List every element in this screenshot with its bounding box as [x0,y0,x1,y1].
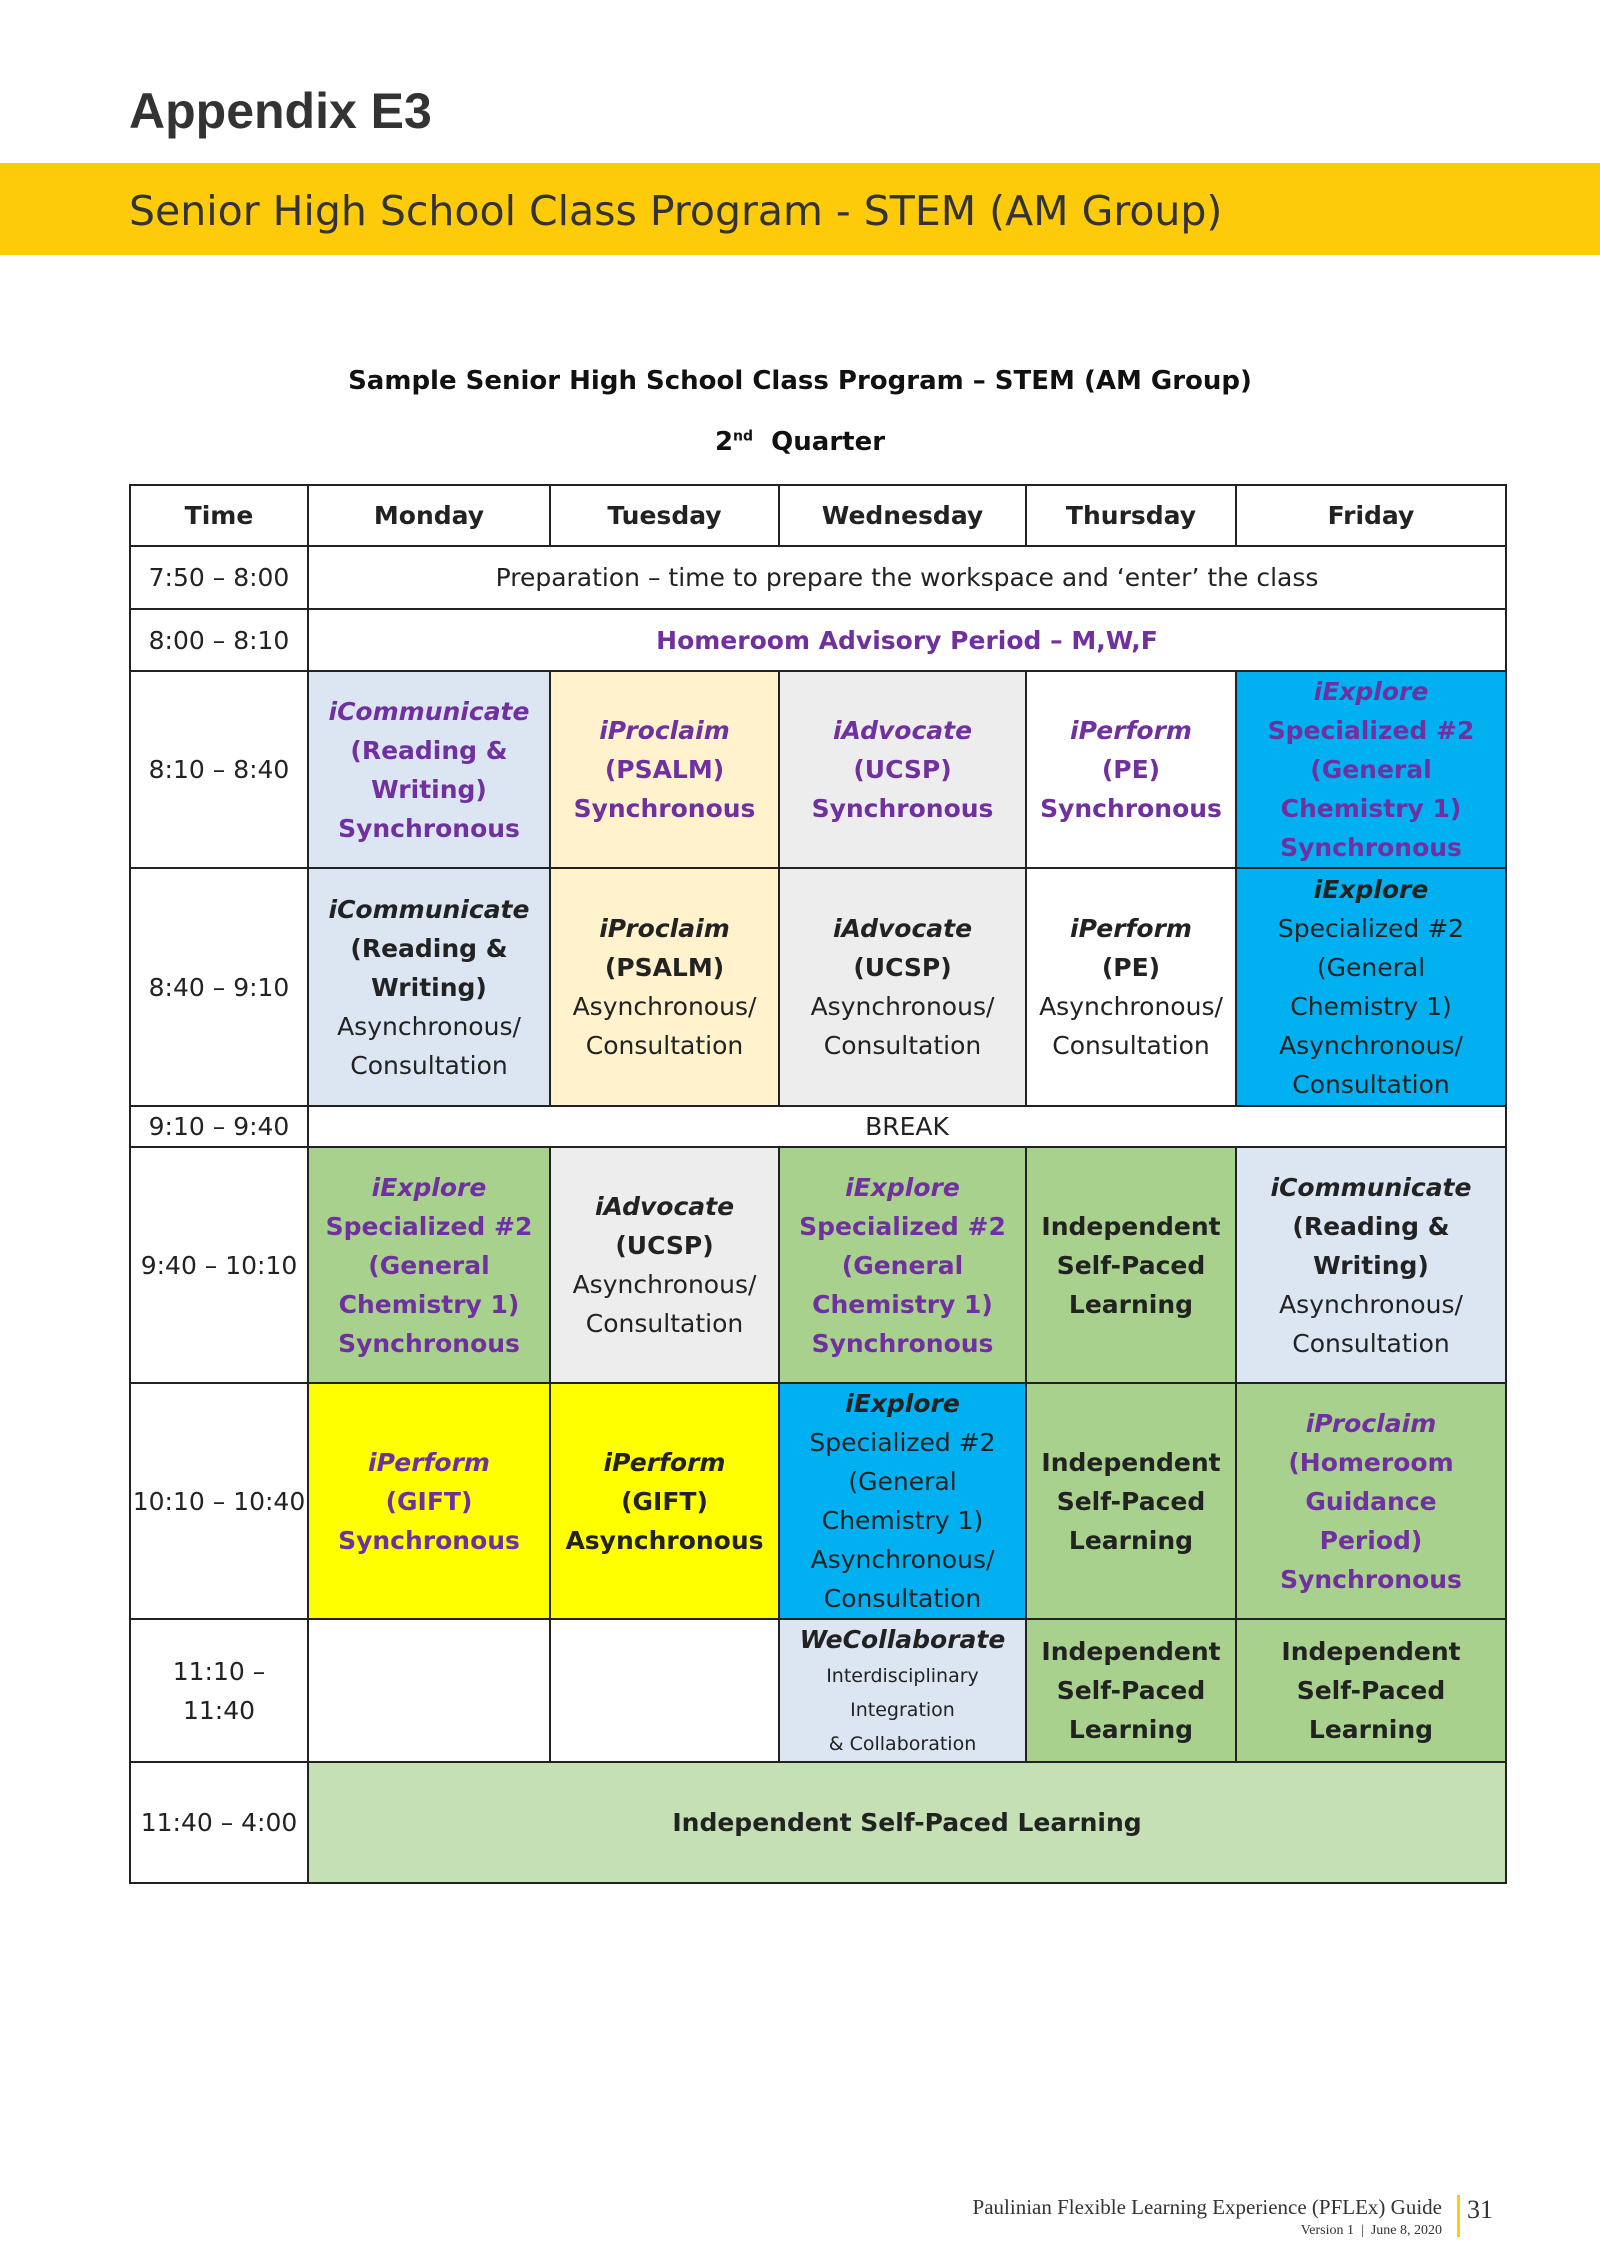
quarter-ordinal-suffix: nd [733,428,754,445]
mode-label: Asynchronous/ [810,1545,995,1574]
mode-label: Asynchronous/ [337,1011,521,1041]
subject-name: iProclaim [599,716,730,745]
mode-label: Synchronous [338,1525,520,1555]
subject-name: iPerform [1070,716,1192,745]
subject-name: WeCollaborate [799,1625,1006,1654]
mode-label: Asynchronous/ [1279,1031,1463,1060]
class-cell [779,1383,1026,1619]
mode-label: Consultation [585,1309,744,1338]
footer-version-line: Version 1 | June 8, 2020 [1300,2223,1442,2238]
mode-label: Consultation [585,1031,744,1060]
mode-label: Asynchronous/ [810,992,995,1021]
subject-detail: (Reading & Writing) [1292,1211,1450,1280]
header-wednesday: Wednesday [779,485,1026,546]
afternoon-cell: Independent Self-Paced Learning [308,1762,1506,1883]
mode-label: Consultation [1292,1070,1450,1099]
subject-name: iAdvocate [832,914,973,943]
time-cell: 7:50 – 8:00 [130,546,308,609]
self-paced-line: Learning [1308,1715,1434,1744]
table-title: Sample Senior High School Class Program – STEM (AM Group) [348,366,1252,396]
subject-name: iPerform [1070,914,1192,943]
time-cell: 9:10 – 9:40 [130,1106,308,1147]
mode-label: Asynchronous/ [572,992,757,1021]
subject-name: iExplore [845,1172,960,1202]
subject-detail: Writing) [371,972,487,1002]
subject-detail: (PE) [1101,953,1161,982]
subject-detail: Chemistry 1) [812,1289,993,1319]
class-cell [308,671,550,868]
class-cell [1026,1147,1236,1383]
class-cell [779,868,1026,1106]
class-cell [308,868,550,1106]
class-cell [1236,671,1506,868]
time-cell: 10:10 – 10:40 [130,1383,308,1619]
class-cell [550,1147,779,1383]
self-paced-line: Learning [1068,1715,1194,1744]
subject-detail: & Collaboration [828,1733,977,1755]
homeroom-cell: Homeroom Advisory Period – M,W,F [308,609,1506,671]
subject-detail: (UCSP) [615,1231,714,1260]
section-banner [0,163,1600,255]
time-cell: 11:40 – 4:00 [130,1762,308,1883]
self-paced-line: Learning [1068,1525,1194,1555]
time-cell: 8:40 – 9:10 [130,868,308,1106]
appendix-heading: Appendix E3 [129,83,432,139]
footer-version: Version 1 [1300,2223,1355,2238]
mode-label: Consultation [1052,1031,1210,1060]
class-cell [1026,868,1236,1106]
mode-label: Synchronous [1040,794,1222,823]
subject-detail: Writing) [371,774,487,804]
self-paced-line: Self-Paced [1056,1250,1206,1280]
mode-label: Asynchronous/ [572,1270,757,1299]
subject-detail: (PSALM) [604,755,725,784]
self-paced-line: Independent [1041,1211,1221,1241]
subject-detail: (General [368,1250,490,1280]
subject-detail: (PE) [1101,755,1161,784]
self-paced-line: Independent [1041,1637,1221,1666]
self-paced-line: Independent [1281,1637,1461,1666]
subject-detail: (GIFT) [385,1486,473,1516]
header-row [130,485,1506,546]
page-footer [860,2195,1600,2255]
header-friday: Friday [1236,485,1506,546]
quarter-ordinal: 2 [714,427,734,457]
page-number: 31 [1467,2195,1493,2224]
class-cell [1236,868,1506,1106]
subject-name: iPerform [368,1447,490,1477]
table-row [130,1762,1506,1883]
subject-name: iExplore [845,1389,960,1418]
class-cell [1026,1619,1236,1762]
subject-name: iAdvocate [832,716,973,745]
time-cell: 9:40 – 10:10 [130,1147,308,1383]
mode-label: Asynchronous/ [1039,992,1223,1021]
subject-detail: (General [848,1467,957,1496]
mode-label: Consultation [1292,1328,1450,1358]
subject-detail: (General [841,1250,964,1280]
subject-detail: Specialized #2 [799,1211,1006,1241]
mode-label: Synchronous [811,794,994,823]
self-paced-line: Independent [1041,1447,1221,1477]
subject-detail: Chemistry 1) [338,1289,520,1319]
class-cell [550,1383,779,1619]
header-thursday: Thursday [1026,485,1236,546]
subject-name: iCommunicate [1270,1172,1472,1202]
subject-detail: (General [1310,755,1432,784]
table-row [130,546,1506,609]
table-row [130,1383,1506,1619]
subject-detail: (UCSP) [853,953,952,982]
subject-name: iExplore [371,1172,487,1202]
class-cell [1026,671,1236,868]
header-time: Time [130,485,308,546]
time-cell: 8:10 – 8:40 [130,671,308,868]
subject-detail: (Reading & [350,735,508,765]
table-row [130,609,1506,671]
subject-name: iCommunicate [328,894,530,924]
self-paced-line: Learning [1068,1289,1194,1319]
quarter-word: Quarter [771,427,886,457]
class-cell [308,1147,550,1383]
footer-guide-title: Paulinian Flexible Learning Experience (PFLEx) Guide [972,2195,1442,2219]
subject-name: iCommunicate [328,696,530,726]
self-paced-line: Self-Paced [1296,1676,1446,1705]
mode-label: Consultation [823,1584,982,1613]
subject-detail: Specialized #2 [809,1428,996,1457]
subject-detail: (UCSP) [853,755,952,784]
class-cell [550,671,779,868]
mode-label: Consultation [823,1031,982,1060]
preparation-cell: Preparation – time to prepare the workspace and ‘enter’ the class [308,546,1506,609]
subject-detail: (Homeroom [1288,1447,1454,1477]
table-row [130,1147,1506,1383]
subject-name: iExplore [1313,677,1429,706]
mode-label: Synchronous [1280,1564,1462,1594]
mode-label: Consultation [350,1050,508,1080]
table-row [130,1619,1506,1762]
empty-cell [308,1619,550,1762]
header-monday: Monday [308,485,550,546]
break-cell: BREAK [308,1106,1506,1147]
mode-label: Asynchronous [565,1525,764,1555]
subject-detail: Specialized #2 [1277,914,1465,943]
class-cell [1236,1383,1506,1619]
mode-label: Synchronous [573,794,756,823]
class-cell [550,868,779,1106]
time-line: 11:10 – [172,1656,266,1686]
class-cell [308,1383,550,1619]
quarter-label [0,427,1600,457]
subject-detail: Guidance [1305,1486,1437,1516]
footer-divider [1457,2195,1460,2237]
banner-title: Senior High School Class Program - STEM (AM Group) [129,187,1223,235]
subject-detail: (Reading & [350,933,508,963]
mode-label: Synchronous [811,1328,994,1358]
subject-name: iExplore [1313,875,1429,904]
subject-detail: Specialized #2 [325,1211,533,1241]
subject-name: iAdvocate [594,1192,735,1221]
subject-detail: (PSALM) [604,953,725,982]
class-cell [779,671,1026,868]
time-cell [130,1619,308,1762]
table-row [130,1106,1506,1147]
footer-date: June 8, 2020 [1370,2223,1442,2238]
subject-detail: Chemistry 1) [821,1506,984,1535]
class-cell [1236,1619,1506,1762]
class-cell [1236,1147,1506,1383]
time-cell: 8:00 – 8:10 [130,609,308,671]
subject-detail: (General [1316,953,1426,982]
subject-detail: (GIFT) [621,1486,708,1516]
mode-label: Synchronous [1280,833,1462,862]
subject-detail: Chemistry 1) [1280,794,1462,823]
self-paced-line: Self-Paced [1056,1486,1206,1516]
table-row [130,868,1506,1106]
table-row [130,671,1506,868]
subject-name: iProclaim [599,914,730,943]
subject-detail: Period) [1319,1525,1423,1555]
header-tuesday: Tuesday [550,485,779,546]
mode-label: Synchronous [338,1328,520,1358]
subject-detail: Interdisciplinary Integration [826,1665,979,1721]
mode-label: Asynchronous/ [1279,1289,1463,1319]
self-paced-line: Self-Paced [1056,1676,1206,1705]
class-cell [1026,1383,1236,1619]
subject-name: iPerform [603,1447,726,1477]
subject-detail: Chemistry 1) [1290,992,1452,1021]
subject-detail: Specialized #2 [1267,716,1475,745]
class-cell [779,1619,1026,1762]
class-cell [779,1147,1026,1383]
empty-cell [550,1619,779,1762]
subject-name: iProclaim [1305,1408,1437,1438]
time-line: 11:40 [182,1695,256,1725]
schedule-table [129,484,1507,1884]
mode-label: Synchronous [338,813,520,843]
